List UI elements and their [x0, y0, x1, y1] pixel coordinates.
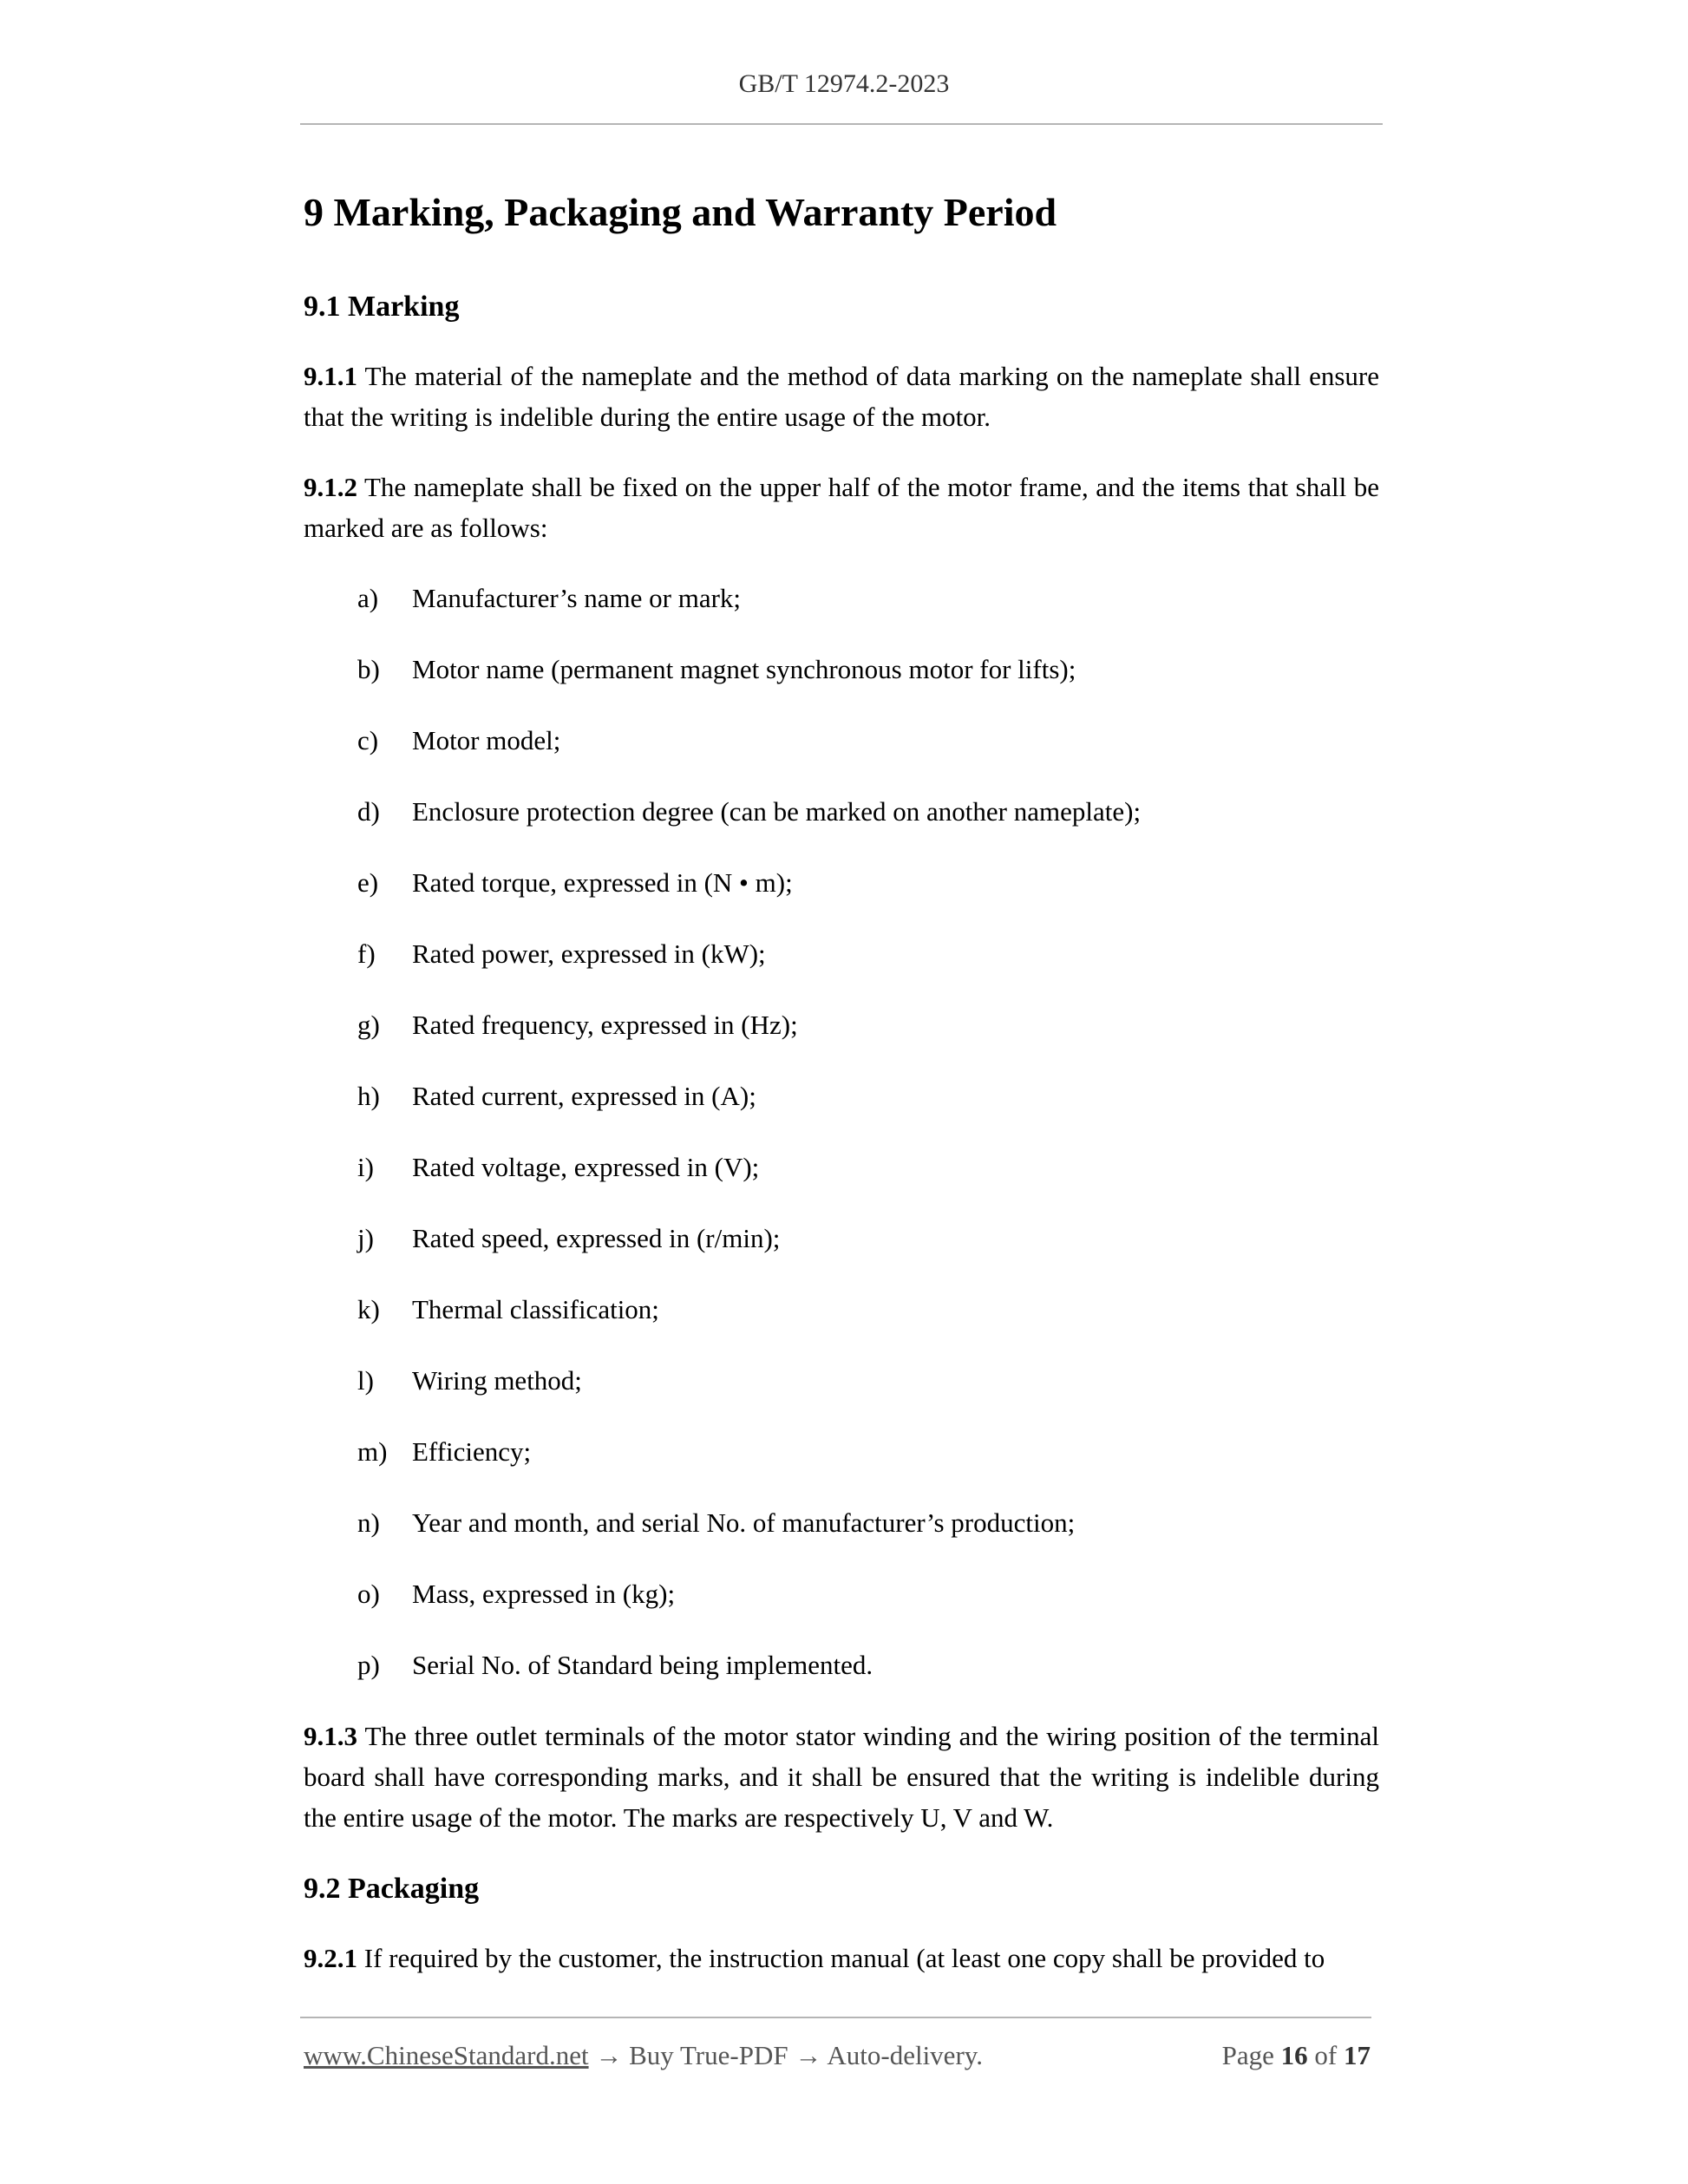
- list-item: [357, 1147, 1379, 1187]
- list-item: [357, 1360, 1379, 1401]
- section-heading: 9 Marking, Packaging and Warranty Period: [304, 190, 1057, 234]
- running-header: GB/T 12974.2-2023: [738, 69, 950, 98]
- item-text: Rated voltage, expressed in (V);: [412, 1152, 760, 1182]
- website-link[interactable]: www.ChineseStandard.net: [304, 2040, 589, 2070]
- item-text: Efficiency;: [412, 1436, 532, 1467]
- item-text: Rated torque, expressed in (N • m);: [412, 867, 793, 898]
- clause-number: 9.1.3: [304, 1721, 357, 1751]
- item-letter: p): [357, 1650, 380, 1680]
- list-item: [357, 1502, 1379, 1543]
- marking-items-list: [304, 578, 1379, 1685]
- list-item: [357, 1076, 1379, 1116]
- page-footer: [304, 2040, 1371, 2071]
- item-letter: n): [357, 1507, 380, 1538]
- packaging-heading: 9.2 Packaging: [304, 1873, 480, 1905]
- item-letter: f): [357, 938, 376, 969]
- item-letter: b): [357, 654, 380, 684]
- clause-text: If required by the customer, the instruction manual (at least one copy shall be provided to: [363, 1943, 1325, 1973]
- item-letter: d): [357, 796, 380, 827]
- item-text: Rated current, expressed in (A);: [412, 1081, 756, 1111]
- item-letter: o): [357, 1579, 380, 1609]
- list-item: [357, 1645, 1379, 1685]
- item-letter: e): [357, 867, 379, 898]
- footer-tagline: → Buy True-PDF → Auto-delivery.: [588, 2040, 983, 2070]
- page-total: 17: [1344, 2040, 1371, 2070]
- page-label: Page: [1221, 2040, 1274, 2070]
- marking-heading: 9.1 Marking: [304, 291, 460, 323]
- page-number: 16: [1280, 2040, 1308, 2070]
- clause-text: The material of the nameplate and the method of data marking on the nameplate shall ensure that the writing is indelible during the entire usage of the motor.: [304, 361, 1379, 432]
- item-text: Manufacturer’s name or mark;: [412, 583, 742, 613]
- clause-9-1-3: [304, 1716, 1379, 1838]
- item-text: Thermal classification;: [412, 1294, 659, 1324]
- item-letter: c): [357, 725, 379, 755]
- list-item: [357, 720, 1379, 761]
- footer-left: [304, 2040, 983, 2071]
- list-item: [357, 578, 1379, 618]
- list-item: [357, 1004, 1379, 1045]
- list-item: [357, 1573, 1379, 1614]
- header-divider: [300, 123, 1383, 125]
- item-text: Rated power, expressed in (kW);: [412, 938, 766, 969]
- clause-text: The nameplate shall be fixed on the upper half of the motor frame, and the items that shall be marked are as follows:: [304, 472, 1379, 543]
- list-item: [357, 649, 1379, 690]
- list-item: [357, 791, 1379, 832]
- item-letter: j): [357, 1223, 374, 1253]
- list-item: [357, 933, 1379, 974]
- item-text: Rated speed, expressed in (r/min);: [412, 1223, 781, 1253]
- clause-9-1-2: [304, 467, 1379, 548]
- item-letter: k): [357, 1294, 380, 1324]
- list-item: [357, 1431, 1379, 1472]
- clause-number: 9.1.2: [304, 472, 357, 502]
- item-text: Motor name (permanent magnet synchronous motor for lifts);: [412, 654, 1076, 684]
- list-item: [357, 862, 1379, 903]
- clause-9-1-1: [304, 356, 1379, 437]
- item-text: Wiring method;: [412, 1365, 582, 1396]
- clause-number: 9.1.1: [304, 361, 357, 391]
- list-item: [357, 1218, 1379, 1259]
- page-content: [304, 182, 1379, 2008]
- item-text: Mass, expressed in (kg);: [412, 1579, 676, 1609]
- item-letter: g): [357, 1010, 380, 1040]
- item-text: Serial No. of Standard being implemented.: [412, 1650, 873, 1680]
- item-letter: i): [357, 1152, 374, 1182]
- page-indicator: [1222, 2040, 1371, 2071]
- footer-divider: [300, 2017, 1371, 2018]
- list-item: [357, 1289, 1379, 1330]
- item-text: Motor model;: [412, 725, 561, 755]
- clause-9-2-1: [304, 1938, 1379, 1978]
- item-letter: m): [357, 1436, 388, 1467]
- item-text: Year and month, and serial No. of manufacturer’s production;: [412, 1507, 1076, 1538]
- item-letter: l): [357, 1365, 374, 1396]
- item-text: Enclosure protection degree (can be marked on another nameplate);: [412, 796, 1142, 827]
- clause-text: The three outlet terminals of the motor stator winding and the wiring position of the terminal board shall have corresponding marks, and it shall be ensured that the writing is indelible during the entire usage of the motor. The marks are respectively U, V and W.: [304, 1721, 1379, 1833]
- item-letter: a): [357, 583, 379, 613]
- item-letter: h): [357, 1081, 380, 1111]
- of-label: of: [1314, 2040, 1338, 2070]
- clause-number: 9.2.1: [304, 1943, 357, 1973]
- item-text: Rated frequency, expressed in (Hz);: [412, 1010, 798, 1040]
